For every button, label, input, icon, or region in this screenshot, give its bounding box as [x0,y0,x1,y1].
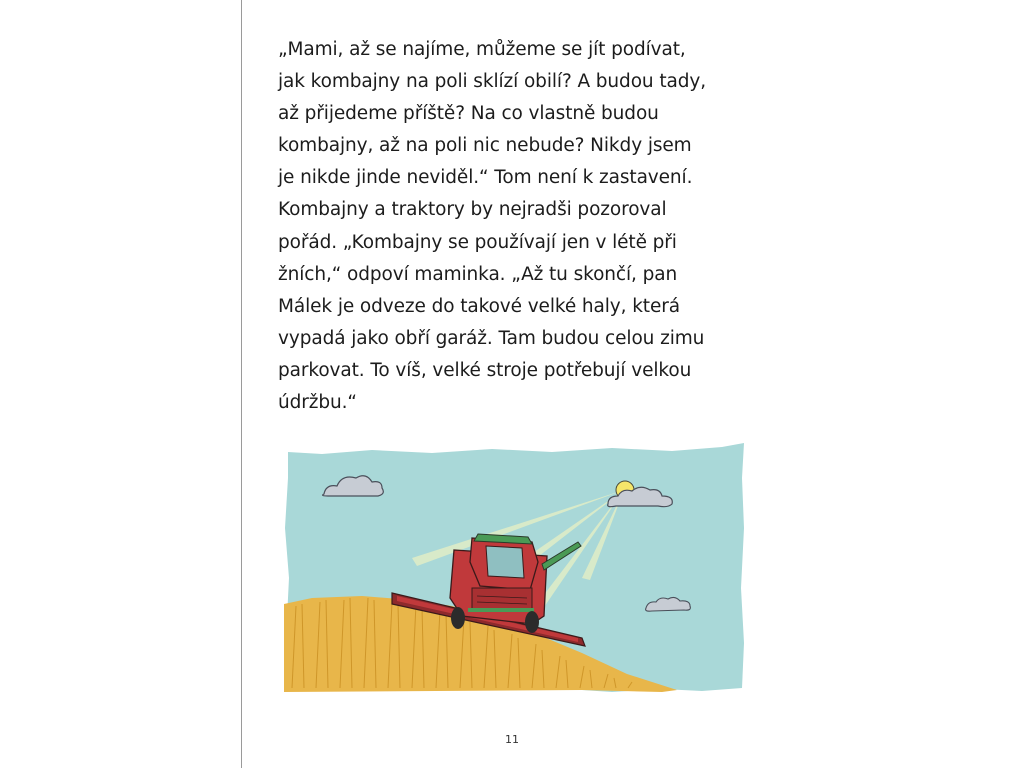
story-line: pořád. „Kombajny se používají jen v létě při [278,231,677,253]
story-line: údržbu.“ [278,392,357,414]
story-line: žních,“ odpoví maminka. „Až tu skončí, pan [278,263,678,285]
story-line: parkovat. To víš, velké stroje potřebují velkou [278,359,692,381]
story-line: Málek je odveze do takové velké haly, která [278,295,680,317]
story-line: Kombajny a traktory by nejradši pozoroval [278,199,667,221]
story-line: až přijedeme příště? Na co vlastně budou [278,103,659,125]
story-text [278,34,748,419]
story-line: „Mami, až se najíme, můžeme se jít podívat, [278,39,686,60]
story-line: kombajny, až na poli nic nebude? Nikdy jsem [278,135,692,157]
combine-harvester-illustration [282,438,746,694]
story-line: vypadá jako obří garáž. Tam budou celou zimu [278,327,705,349]
book-spine-divider [241,0,242,768]
story-line: jak kombajny na poli sklízí obilí? A budou tady, [278,71,706,93]
page-number: 11 [505,733,519,746]
story-line: je nikde jinde neviděl.“ Tom není k zastavení. [278,167,693,189]
